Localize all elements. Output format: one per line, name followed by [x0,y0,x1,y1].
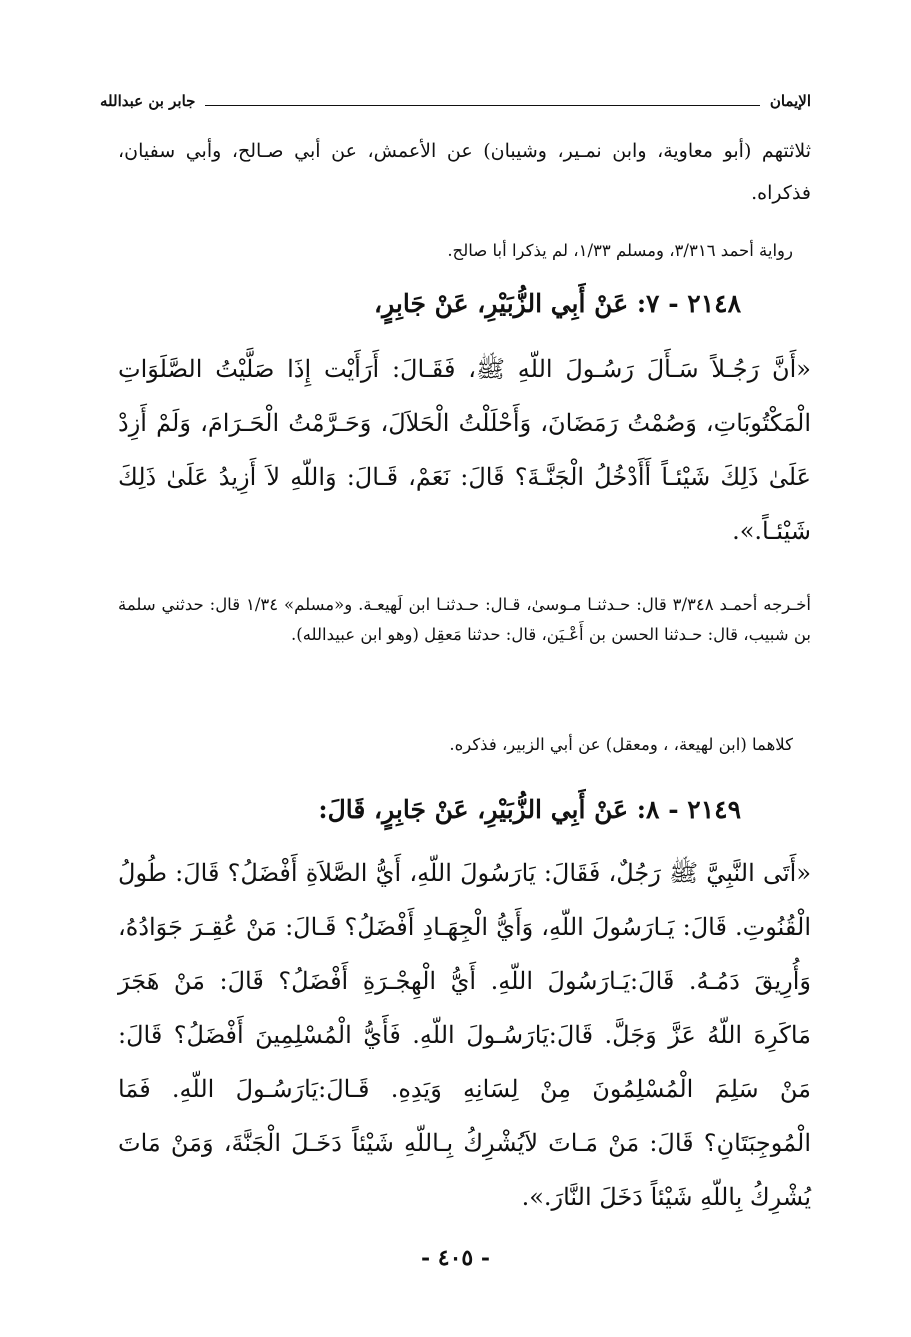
chain-note-2: كلاهما (ابن لهيعة، ، ومعقل) عن أبي الزبير، فذكره. [449,735,793,754]
header-section-title: الإيمان [769,92,811,110]
header-rule [205,105,759,106]
hadith-2148-heading: ٢١٤٨ - ٧: عَنْ أَبِي الزُّبَيْرِ، عَنْ جَابِرٍ، [374,289,741,318]
page-number: - ٤٠٥ - [420,1245,491,1271]
chain-intro-paragraph: ثلاثتهم (أبو معاوية، وابن نمـير، وشيبان) عن الأعمش، عن أبي صـالح، وأبي سفيان، فذكراه. [118,140,811,204]
hadith-2148-text: «أَنَّ رَجُـلاً سَـأَلَ رَسُـولَ اللّهِ ﷺ، فَقَـالَ: أَرَأَيْت إِذَا صَلَّيْتُ الصَّلَوَاتِ الْمَكْتُوبَاتِ، وَصُمْتُ رَمَضَانَ، وَأَحْلَلْتُ الْحَلاَلَ، وَحَـرَّمْتُ الْحَـرَامَ، وَلَمْ أَزِدْ عَلَىٰ ذَلِكَ شَيْئـاً أَأَدْخُلُ الْجَنَّـةَ؟ قَالَ: نَعَمْ، قَـالَ: وَاللّهِ لاَ أَزِيدُ عَلَىٰ ذَلِكَ شَيْئـاً.». [118,355,811,545]
hadith-2149-text: «أَتَى النَّبِيَّ ﷺ رَجُلٌ، فَقَالَ: يَارَسُولَ اللّهِ، أَيُّ الصَّلاَةِ أَفْضَلُ؟ قَالَ: طُولُ الْقُنُوتِ. قَالَ: يَـارَسُولَ اللّهِ، وَأَيُّ الْجِهَـادِ أَفْضَلُ؟ قَـالَ: مَنْ عُقِـرَ جَوَادُهُ، وَأُرِيقَ دَمُـهُ. قَالَ:يَـارَسُولَ اللّهِ. أَيُّ الْهِجْـرَةِ أَفْضَلُ؟ قَالَ: مَنْ هَجَرَ مَاكَرِهَ اللّهُ عَزَّ وَجَلَّ. قَالَ:يَارَسُـولَ اللّهِ. فَأَيُّ الْمُسْلِمِينَ أَفْضَلُ؟ قَالَ: مَنْ سَلِمَ الْمُسْلِمُونَ مِنْ لِسَانِهِ وَيَدِهِ. قَـالَ:يَارَسُـولَ اللّهِ. فَمَا الْمُوجِبَتَانِ؟ قَالَ: مَنْ مَـاتَ لاَيُشْرِكُ بِـاللّهِ شَيْئاً دَخَـلَ الْجَنَّةَ، وَمَنْ مَاتَ يُشْرِكُ بِاللّهِ شَيْئاً دَخَلَ النَّارَ.». [118,859,812,1211]
reference-note-1: رواية أحمد ٣/٣١٦، ومسلم ١/٣٣، لم يذكرا أبا صالح. [447,241,793,260]
header-narrator-name: جابر بن عبدالله [100,92,196,110]
hadith-2149-heading: ٢١٤٩ - ٨: عَنْ أَبِي الزُّبَيْرِ، عَنْ جَابِرٍ، قَالَ: [318,795,741,824]
running-header [100,86,811,116]
reference-note-2: أخـرجه أحمـد ٣/٣٤٨ قال: حـدثنـا مـوسىٰ، قـال: حـدثنـا ابن لَهيعـة. و«مسلم» ١/٣٤ قال: حدثني سلمة بن شبيب، قال: حـدثنا الحسن بن أَعْـيَن، قال: حدثنا مَعقِل (وهو ابن عبيدالله). [118,595,811,644]
